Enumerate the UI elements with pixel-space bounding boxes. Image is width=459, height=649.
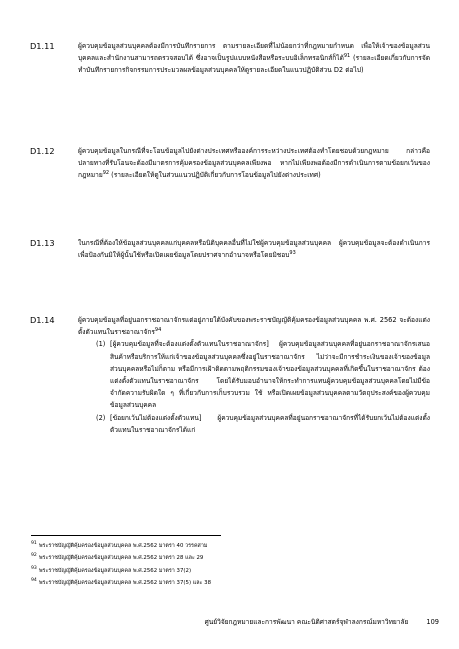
footer-text: ศูนย์วิจัยกฎหมายและการพัฒนา คณะนิติศาสตร์จุฬาลงกรณ์มหาวิทยาลัย xyxy=(204,618,409,626)
clause-number: D1.11 xyxy=(30,41,55,51)
clause-note: (รายละเอียดให้ดูในส่วนแนวปฏิบัติเกี่ยวกับการโอนข้อมูลไปยังต่างประเทศ) xyxy=(111,171,321,180)
clause-text: ผู้ควบคุมข้อมูลที่อยู่นอกราชอาณาจักรแต่อยู่ภายใต้บังคับของพระราชบัญญัติคุ้มครองข้อมูลส่วนบุคคล พ.ศ. 2562 จะต้องแต่งตั้งตัวแทนในราชอาณาจักร xyxy=(78,316,430,337)
footnote-ref: 91 xyxy=(343,53,351,60)
footnote-ref: 94 xyxy=(154,327,162,334)
footnote-text: พระราชบัญญัติคุ้มครองข้อมูลส่วนบุคคล พ.ศ.2562 มาตรา 37(5) และ 38 xyxy=(39,579,212,586)
sub-clause-marker: (2) xyxy=(96,413,106,422)
sub-clause-1 xyxy=(96,338,430,411)
footnotes xyxy=(31,540,361,589)
footnote-divider xyxy=(31,535,221,536)
sub-clause-text: [ผู้ควบคุมข้อมูลที่จะต้องแต่งตั้งตัวแทนในราชอาณาจักร] ผู้ควบคุมข้อมูลส่วนบุคคลที่อยู่นอกราชอาณาจักรเสนอสินค้าหรือบริการให้แก่เจ้าของข้อมูลส่วนบุคคลซึ่งอยู่ในราชอาณาจักร ไม่ว่าจะมีการชำระเงินของเจ้าของข้อมูลส่วนบุคคลหรือไม่ก็ตาม หรือมีการเฝ้าติดตามพฤติกรรมของเจ้าของข้อมูลส่วนบุคคลที่เกิดขึ้นในราชอาณาจักร ต้องแต่งตั้งตัวแทนในราชอาณาจักร โดยได้รับมอบอำนาจให้กระทำการแทนผู้ควบคุมข้อมูลส่วนบุคคลโดยไม่มีข้อจำกัดความรับผิดใด ๆ ที่เกี่ยวกับการเก็บรวบรวม ใช้ หรือเปิดเผยข้อมูลส่วนบุคคลตามวัตถุประสงค์ของผู้ควบคุมข้อมูลส่วนบุคคล xyxy=(110,340,430,410)
clause-body xyxy=(78,314,430,436)
page-footer xyxy=(205,616,439,627)
clause-number: D1.12 xyxy=(30,146,55,156)
clause-number: D1.13 xyxy=(30,238,55,248)
footnote-text: พระราชบัญญัติคุ้มครองข้อมูลส่วนบุคคล พ.ศ.2562 มาตรา 40 วรรคสาม xyxy=(39,543,208,549)
footnote: 93 พระราชบัญญัติคุ้มครองข้อมูลส่วนบุคคล พ.ศ.2562 มาตรา 37(2) xyxy=(31,565,192,574)
footnote-ref: 93 xyxy=(289,250,296,257)
sub-clause-text: [ข้อยกเว้นไม่ต้องแต่งตั้งตัวแทน] ผู้ควบคุมข้อมูลส่วนบุคคลที่อยู่นอกราชอาณาจักรที่ได้รับยกเว้นไม่ต้องแต่งตั้งตัวแทนในราชอาณาจักรได้แก่ xyxy=(110,413,430,434)
clause-d1-13 xyxy=(30,237,430,261)
footnote: 91 พระราชบัญญัติคุ้มครองข้อมูลส่วนบุคคล พ.ศ.2562 มาตรา 40 วรรคสาม xyxy=(31,541,208,549)
sub-clause-marker: (1) xyxy=(96,340,106,349)
footnote-text: พระราชบัญญัติคุ้มครองข้อมูลส่วนบุคคล พ.ศ.2562 มาตรา 28 และ 29 xyxy=(39,555,204,562)
footnote-text: พระราชบัญญัติคุ้มครองข้อมูลส่วนบุคคล พ.ศ.2562 มาตรา 37(2) xyxy=(39,567,192,574)
clause-number: D1.14 xyxy=(30,315,55,325)
clause-body xyxy=(78,40,430,77)
clause-text: ผู้ควบคุมข้อมูลในกรณีที่จะโอนข้อมูลไปยังต่างประเทศหรือองค์การระหว่างประเทศต้องทำโดยชอบด้วยกฎหมาย กล่าวคือ ปลายทางที่รับโอนจะต้องมีมาตรการคุ้มครองข้อมูลส่วนบุคคลเพียงพอ หากไม่เพียงพอต้องมีการดำเนินการตามข้อยกเว้นของกฎหมาย xyxy=(78,147,430,180)
clause-text: ในกรณีที่ต้องให้ข้อมูลส่วนบุคคลแก่บุคคลหรือนิติบุคคลอื่นที่ไม่ใช่ผู้ควบคุมข้อมูลส่วนบุคคล ผู้ควบคุมข้อมูลจะต้องดำเนินการเพื่อป้องกันมิให้ผู้นั้นใช้หรือเปิดเผยข้อมูลโดยปราศจากอำนาจหรือโดยมิชอบ xyxy=(78,239,430,260)
footnote-ref: 92 xyxy=(102,170,110,177)
footnote: 94 พระราชบัญญัติคุ้มครองข้อมูลส่วนบุคคล พ.ศ.2562 มาตรา 37(5) และ 38 xyxy=(31,577,212,586)
clause-text: ผู้ควบคุมข้อมูลส่วนบุคคลต้องมีการบันทึกรายการ ตามรายละเอียดที่ไม่น้อยกว่าที่กฎหมายกำหนด เพื่อให้เจ้าของข้อมูลส่วนบุคคลและสำนักงานสามารถตรวจสอบได้ ซึ่งอาจเป็นรูปแบบหนังสือหรือระบบอิเล็กทรอนิกส์ก็ได้ xyxy=(78,42,430,63)
footnote: 92 พระราชบัญญัติคุ้มครองข้อมูลส่วนบุคคล พ.ศ.2562 มาตรา 28 และ 29 xyxy=(31,553,204,562)
clause-body xyxy=(78,145,430,182)
clause-d1-14 xyxy=(30,314,430,436)
clause-d1-12 xyxy=(30,145,430,182)
clause-note: (รายละเอียดเกี่ยวกับการจัดทำบันทึกรายการกิจกรรมการประมวลผลข้อมูลส่วนบุคคลให้ดูรายละเอียดในแนวปฏิบัติส่วน D2 ต่อไป) xyxy=(78,54,430,75)
page-number: 109 xyxy=(426,618,439,626)
clause-body xyxy=(78,237,430,261)
sub-clause-2 xyxy=(96,412,430,436)
clause-d1-11 xyxy=(30,40,430,77)
